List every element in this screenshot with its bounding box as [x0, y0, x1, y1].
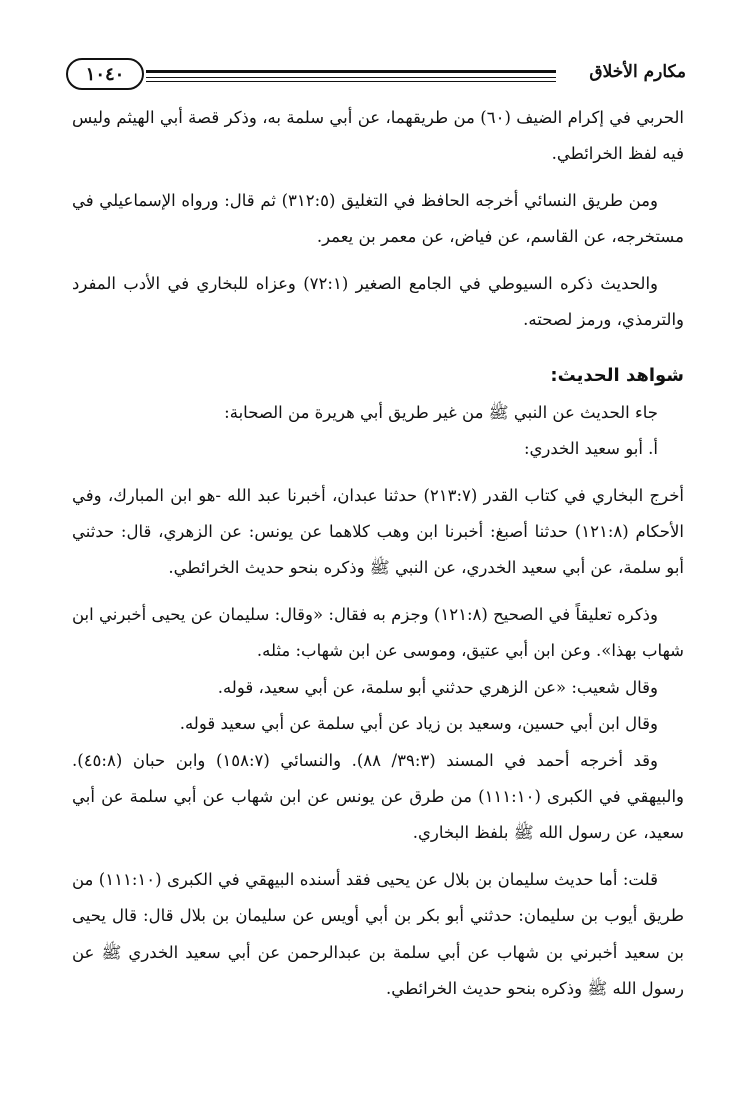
page-number: ١٠٤٠	[66, 58, 144, 90]
paragraph: وقال شعيب: «عن الزهري حدثني أبو سلمة، عن أبي سعيد، قوله.	[217, 677, 658, 697]
paragraph: والحديث ذكره السيوطي في الجامع الصغير (٧٢:١) وعزاه للبخاري في الأدب المفرد والترمذي، ورمز لصحته.	[72, 273, 684, 330]
paragraph: ومن طريق النسائي أخرجه الحافظ في التغليق (٣١٢:٥) ثم قال: ورواه الإسماعيلي في مستخرجه، عن القاسم، عن فياض، عن معمر بن يعمر.	[72, 190, 684, 247]
running-header	[66, 52, 686, 96]
paragraph: وذكره تعليقاً في الصحيح (١٢١:٨) وجزم به فقال: «وقال: سليمان عن يحيى أخبرني ابن شهاب بهذا». وعن ابن أبي عتيق، وموسى عن ابن شهاب: مثله.	[72, 604, 684, 661]
section-heading: شواهد الحديث:	[550, 365, 684, 387]
paragraph: وقد أخرجه أحمد في المسند (٣٩:٣/ ٨٨). والنسائي (١٥٨:٧) وابن حبان (٤٥:٨). والبيهقي في الكبرى (١١١:١٠) من طرق عن يونس عن ابن شهاب عن أبي سلمة عن أبي سعيد، عن رسول الله ﷺ بلفظ البخاري.	[72, 750, 684, 843]
header-rule	[146, 70, 556, 87]
page-body	[72, 100, 684, 1007]
paragraph: وقال ابن أبي حسين، وسعيد بن زياد عن أبي سلمة عن أبي سعيد قوله.	[179, 714, 658, 734]
header-title: مكارم الأخلاق	[589, 62, 686, 82]
paragraph-continuation: الحربي في إكرام الضيف (٦٠) من طريقهما، عن أبي سلمة به، وذكر قصة أبي الهيثم وليس فيه لفظ الخرائطي.	[72, 108, 685, 164]
paragraph: قلت: أما حديث سليمان بن بلال عن يحيى فقد أسنده البيهقي في الكبرى (١١١:١٠) من طريق أيوب بن سليمان: حدثني أبو بكر بن أبي أويس عن سليمان بن بلال قال: قال يحيى بن سعيد أخبرني بن شهاب عن أبي سلمة بن عبدالرحمن عن أبي سعيد الخدري ﷺ عن رسول الله ﷺ وذكره بنحو حديث الخرائطي.	[72, 869, 684, 998]
paragraph: أخرج البخاري في كتاب القدر (٢١٣:٧) حدثنا عبدان، أخبرنا عبد الله -هو ابن المبارك، وفي الأحكام (١٢١:٨) حدثنا أصبغ: أخبرنا ابن وهب كلاهما عن يونس: عن الزهري، قال: حدثني أبو سلمة، عن أبي سعيد الخدري، عن النبي ﷺ وذكره بنحو حديث الخرائطي.	[72, 485, 684, 578]
subheading: أ. أبو سعيد الخدري:	[523, 439, 658, 459]
paragraph: جاء الحديث عن النبي ﷺ من غير طريق أبي هريرة من الصحابة:	[224, 402, 658, 422]
